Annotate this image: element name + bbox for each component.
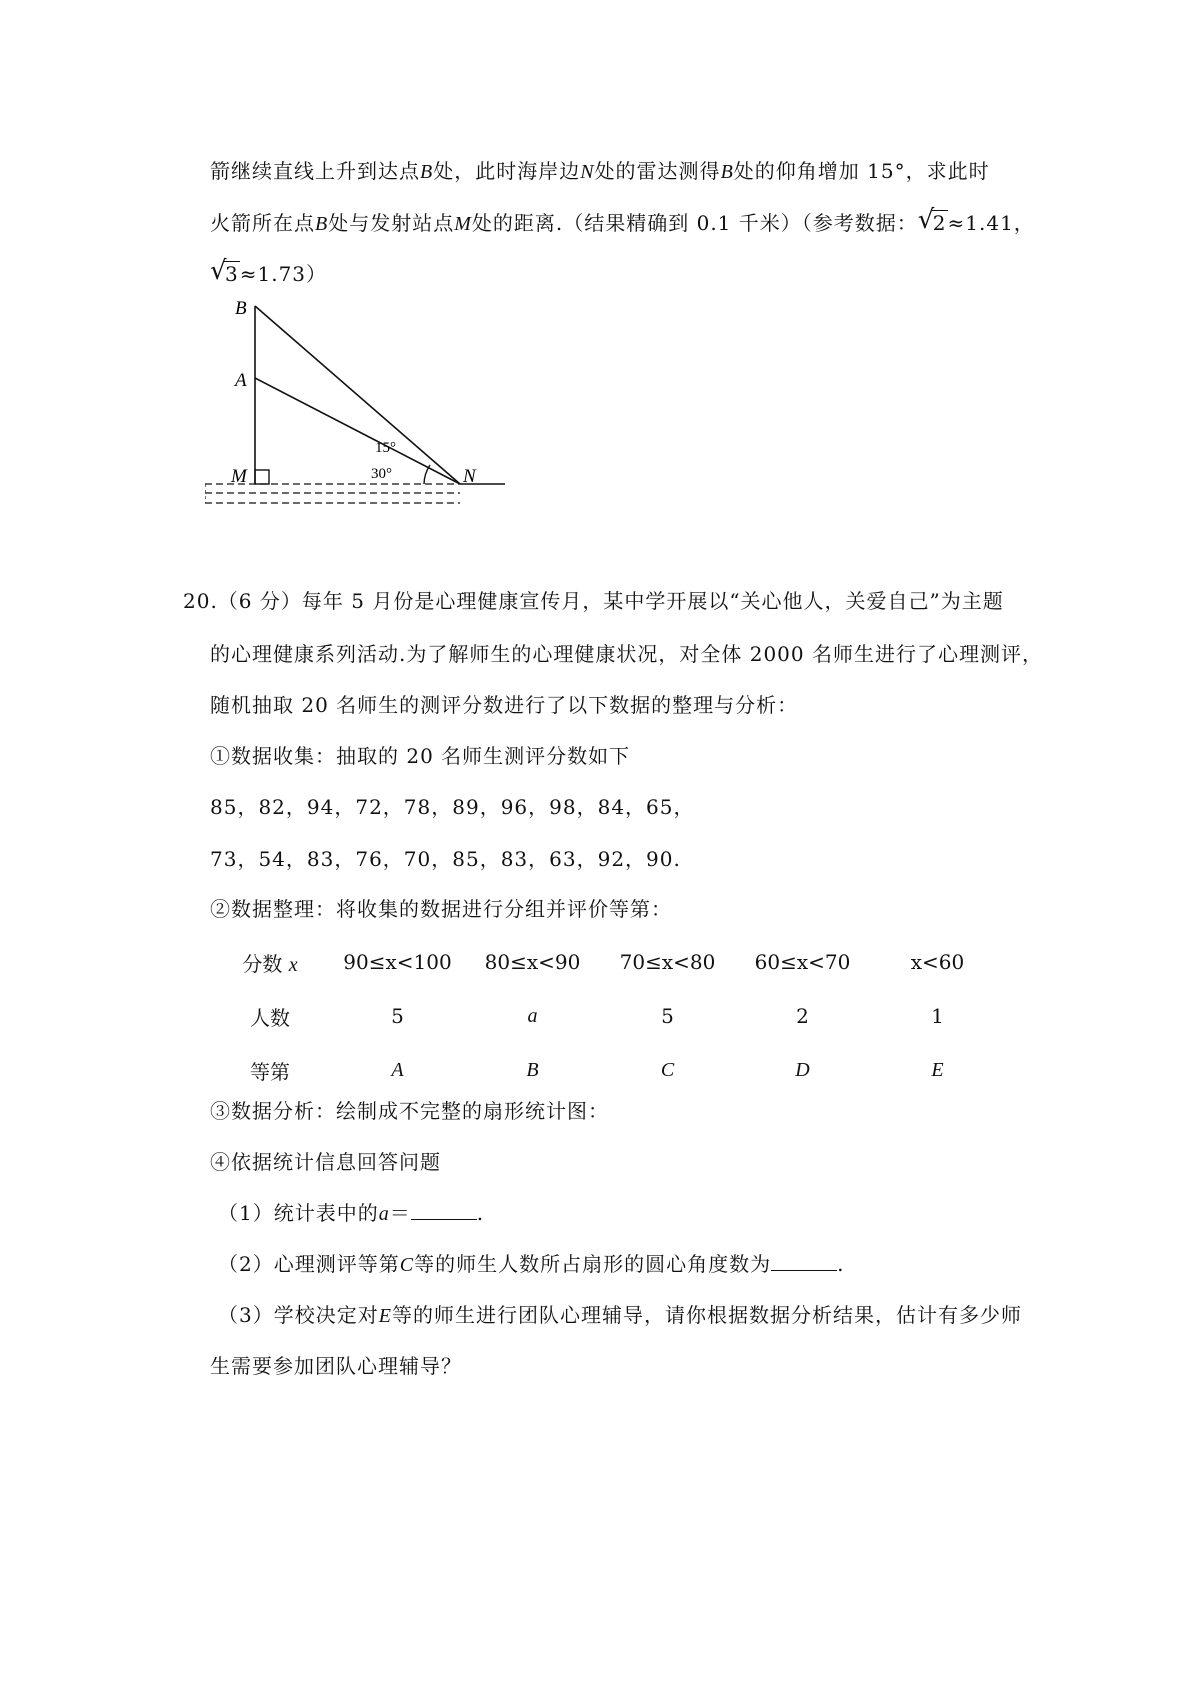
- table-header-label: 分数 x: [242, 951, 298, 976]
- table-cell: 5: [661, 1004, 674, 1028]
- sqrt-3: √ 3: [210, 256, 239, 286]
- table-cell: D: [795, 1058, 810, 1081]
- sub-question-3-line-1: （3）学校决定对E等的师生进行团队心理辅导，请你根据数据分析结果，估计有多少师: [218, 1303, 1022, 1327]
- q19-text-line-2: 火箭所在点B处与发射站点M处的距离.（结果精确到 0.1 千米）（参考数据： √ 2≈1.41，: [210, 205, 1035, 235]
- label-b: B: [235, 298, 247, 319]
- data-line-1: 85，82，94，72，78，89，96，98，84，65，: [210, 795, 695, 819]
- table-row-ranges: [210, 935, 1005, 989]
- table-cell: 2: [796, 1004, 809, 1028]
- sub-question-3-line-2: 生需要参加团队心理辅导？: [210, 1354, 462, 1378]
- q19-text-line-3: √ 3≈1.73）: [210, 256, 328, 286]
- angle-15-label: 15°: [375, 440, 396, 456]
- table-cell: 1: [931, 1004, 944, 1028]
- table-cell: A: [391, 1058, 404, 1081]
- table-count-label: 人数: [250, 1005, 290, 1030]
- answer-blank-2[interactable]: [771, 1252, 837, 1271]
- var-b: B: [720, 161, 734, 183]
- q19-text-line-1: 箭继续直线上升到达点B处，此时海岸边N处的雷达测得B处的仰角增加 15°，求此时: [210, 159, 990, 183]
- var-n: N: [580, 161, 595, 183]
- q20-line-3: 随机抽取 20 名师生的测评分数进行了以下数据的整理与分析：: [210, 693, 799, 717]
- angle-30-label: 30°: [371, 466, 392, 482]
- line-bn: [255, 306, 460, 484]
- var-b: B: [420, 161, 434, 183]
- table-cell: C: [660, 1058, 675, 1081]
- score-table: [210, 935, 1005, 1097]
- q20-line-2: 的心理健康系列活动.为了解师生的心理健康状况，对全体 2000 名师生进行了心理测评，: [210, 642, 1043, 666]
- label-m: M: [231, 466, 247, 487]
- label-n: N: [463, 466, 476, 487]
- table-cell: 80≤x<90: [484, 950, 581, 974]
- right-angle-mark: [255, 470, 269, 484]
- step-4-heading: ④依据统计信息回答问题: [210, 1150, 441, 1174]
- data-line-2: 73，54，83，76，70，85，83，63，92，90.: [210, 847, 681, 871]
- line-an: [255, 378, 460, 484]
- answer-blank-1[interactable]: [411, 1201, 477, 1220]
- step-1-heading: ①数据收集：抽取的 20 名师生测评分数如下: [210, 744, 631, 768]
- table-cell: x<60: [910, 950, 965, 974]
- table-cell: a: [527, 1004, 538, 1027]
- table-cell: 60≤x<70: [754, 950, 851, 974]
- table-cell: 70≤x<80: [619, 950, 716, 974]
- q20-line-1: 20.（6 分）每年 5 月份是心理健康宣传月，某中学开展以“关心他人，关爱自己”为主题: [183, 589, 1004, 613]
- sub-question-1: （1）统计表中的a＝ .: [218, 1201, 485, 1225]
- label-a: A: [235, 370, 247, 391]
- table-cell: 90≤x<100: [343, 950, 452, 974]
- sqrt-2: √ 2: [917, 205, 947, 235]
- table-cell: B: [526, 1058, 539, 1081]
- table-row-grades: [210, 1043, 1005, 1097]
- step-2-heading: ②数据整理：将收集的数据进行分组并评价等第：: [210, 897, 672, 921]
- table-cell: 5: [391, 1004, 404, 1028]
- step-3-heading: ③数据分析：绘制成不完整的扇形统计图：: [210, 1099, 609, 1123]
- rocket-geometry-figure: [205, 298, 515, 558]
- var-m: M: [454, 213, 472, 235]
- var-b: B: [315, 213, 329, 235]
- table-grade-label: 等第: [250, 1059, 290, 1084]
- table-cell: E: [931, 1058, 944, 1081]
- table-row-counts: [210, 989, 1005, 1043]
- sub-question-2: （2）心理测评等第C等的师生人数所占扇形的圆心角度数为 .: [218, 1252, 845, 1276]
